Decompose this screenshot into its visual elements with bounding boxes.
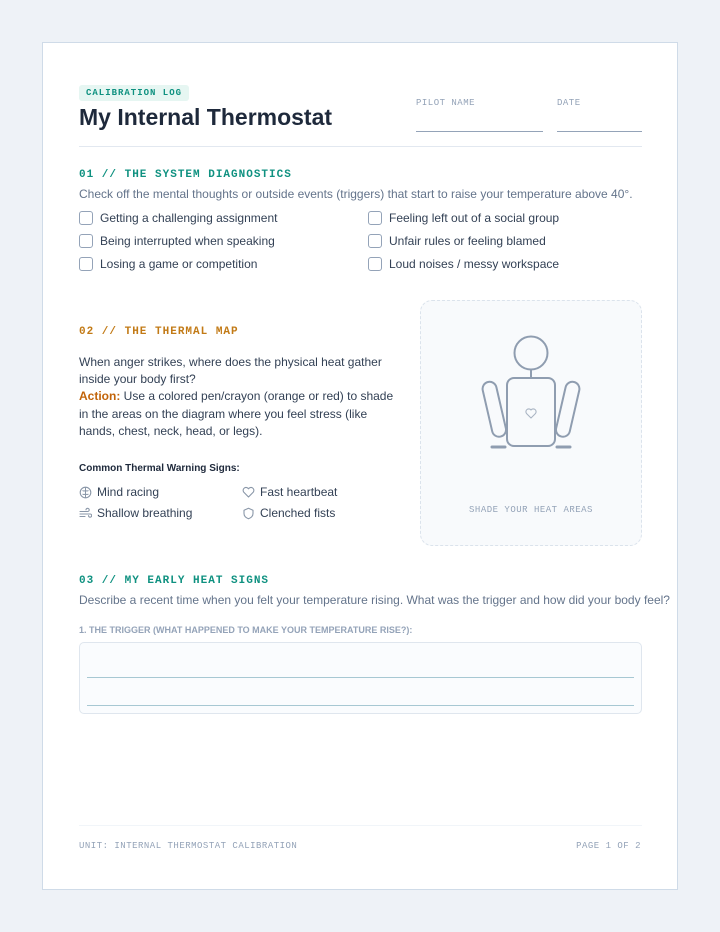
checkbox[interactable] (79, 234, 93, 248)
footer-unit: UNIT: INTERNAL THERMOSTAT CALIBRATION (79, 841, 298, 851)
warning-sign-item (242, 506, 335, 520)
checkbox[interactable] (368, 211, 382, 225)
body-outline-icon (476, 331, 586, 456)
body-diagram[interactable] (420, 300, 642, 546)
warning-sign-label: Clenched fists (260, 506, 336, 520)
date-field[interactable] (557, 131, 642, 132)
header-divider (79, 146, 642, 147)
calibration-badge: CALIBRATION LOG (79, 85, 189, 101)
checkbox[interactable] (368, 234, 382, 248)
warning-sign-label: Mind racing (97, 485, 160, 499)
checklist-item[interactable] (79, 211, 277, 225)
writing-line (87, 705, 634, 706)
trigger-label: 1. THE TRIGGER (WHAT HAPPENED TO MAKE YOUR TEMPERATURE RISE?): (79, 625, 413, 635)
thermal-map-instructions (79, 354, 404, 440)
warning-sign-item (242, 485, 337, 499)
warning-sign-label: Fast heartbeat (260, 485, 338, 499)
pilot-name-label: PILOT NAME (416, 98, 476, 108)
checklist-item-label: Loud noises / messy workspace (389, 257, 560, 271)
section-2-heading: 02 // THE THERMAL MAP (79, 326, 239, 338)
checklist-item-label: Losing a game or competition (100, 257, 258, 271)
checkbox[interactable] (79, 257, 93, 271)
warning-sign-item (79, 506, 192, 520)
footer-divider (79, 825, 642, 826)
section-1-description: Check off the mental thoughts or outside events (triggers) that start to raise your temperature above 40°. (79, 187, 633, 201)
checklist-item-label: Unfair rules or feeling blamed (389, 234, 546, 248)
checklist-item-label: Being interrupted when speaking (100, 234, 275, 248)
trigger-answer-box[interactable] (79, 642, 642, 714)
action-text: Use a colored pen/crayon (orange or red) to shade in the areas on the diagram where you feel stress (like hands, chest, neck, head, or legs). (79, 389, 394, 438)
section-3-description: Describe a recent time when you felt your temperature rising. What was the trigger and how did your body feel? (79, 593, 670, 607)
warning-signs-heading: Common Thermal Warning Signs: (79, 463, 240, 474)
warning-sign-item (79, 485, 159, 499)
date-label: DATE (557, 98, 581, 108)
footer-page-number: PAGE 1 OF 2 (576, 841, 641, 851)
checklist-item[interactable] (368, 211, 559, 225)
checklist-item[interactable] (79, 257, 257, 271)
checklist-item-label: Feeling left out of a social group (389, 211, 560, 225)
action-label: Action: (79, 389, 121, 404)
page-title: My Internal Thermostat (79, 104, 333, 130)
checklist-item-label: Getting a challenging assignment (100, 211, 278, 225)
checklist-item[interactable] (79, 234, 275, 248)
thermal-map-intro: When anger strikes, where does the physical heat gather inside your body first? (79, 355, 382, 387)
writing-line (87, 677, 634, 678)
diagram-caption: SHADE YOUR HEAT AREAS (469, 505, 593, 515)
checkbox[interactable] (79, 211, 93, 225)
shield-icon (242, 507, 255, 520)
pilot-name-field[interactable] (416, 131, 543, 132)
heart-icon (242, 486, 255, 499)
section-1-heading: 01 // THE SYSTEM DIAGNOSTICS (79, 169, 292, 181)
wind-icon (79, 507, 92, 520)
section-3-heading: 03 // MY EARLY HEAT SIGNS (79, 575, 270, 587)
checkbox[interactable] (368, 257, 382, 271)
warning-sign-label: Shallow breathing (97, 506, 193, 520)
checklist-item[interactable] (368, 257, 559, 271)
checklist-item[interactable] (368, 234, 546, 248)
worksheet-page (42, 42, 678, 890)
brain-icon (79, 486, 92, 499)
